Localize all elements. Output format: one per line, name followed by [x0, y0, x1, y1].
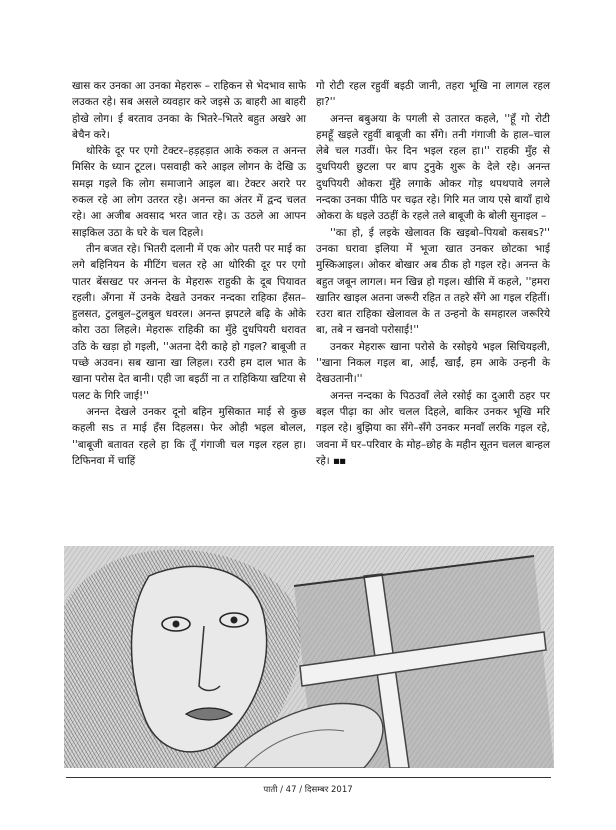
paragraph: उनकर मेहरारू खाना परोसे के रसोइये भइल सिचियइली, ''खाना निकल गइल बा, आईं, खाईं, हम आके उन्हनी के देखउतानी।'' [316, 340, 550, 386]
sketch-illustration [64, 546, 554, 768]
paragraph-text: अनन्त नन्दका के पिठउव‍ाँ लेले रसोई का दुआरी ठहर पर बइल पीढ़ा का ओर चलल दिहले, बाकिर उनकर भूखि मरि गइल रहे। बुझिया का सँगे–सँगे उनकर मनवाँ लरकि गइल रहे, जवना में घर–परिवार के मोह–छोह के महीन सूतन चलल बान्हल रहे। [316, 389, 550, 467]
paragraph: थोरिके दूर पर एगो टेक्टर–हड़हड़ात आके रुकल त अनन्त मिसिर के ध्यान टूटल। पसवाही करे आइल लोगन के देखि ऊ समझ गइले कि लोग समाजाने आइल बा। टेक्टर अरारे पर रुकल रहे आ लोग उतरत रहे। अनन्त का अंतर में द्वन्द चलत रहे। आ अजीब अवसाद भरत जात रहे। ऊ उठले आ आपन साइकिल उठा के घरे के चल दिहले। [72, 145, 306, 239]
paragraph: गो रोटी रहल रहुवीं बइठी जानी, तहरा भूखि ना लागल रहल हा?'' [316, 80, 550, 109]
woman-at-window-sketch [64, 546, 554, 768]
article-column-left [72, 78, 306, 469]
page-footer: पाती / 47 / दिसम्बर 2017 [263, 785, 353, 795]
paragraph [316, 388, 550, 469]
footer-divider [66, 777, 551, 778]
paragraph: ''का हो, ई लइके खेलावत कि खइबो–पियबो कसबs?'' उनका घरावा इलिया में भूजा खात उनकर छोटका भाई मुस्किआइल। ओकर बोखार अब ठीक हो गइल रहे। अनन्त के बहुत जबून लागल। मन खिन्न हो गइल। खीसि में कहले, ''हमरा खातिर खाइल अतना जरूरी रहित त तहरे सँगे आ गइल रहितीं। रउरा बात राहिका खेलावल के त उन्हनो के समहारल जरूरिये बा, तबे न खनवो परोसाई!'' [316, 226, 550, 337]
paragraph: अनन्त बबुअया के पगली से उतारत कहले, ''हूँ गो रोटी हमहूँ खइले रहुवीं बाबूजी का सँगे। तनी गंगाजी के हाल–चाल लेबे चल गउवीं। फेर दिन भइल रहल हा।'' राहकी मुँह से दुधपियरी छुटला पर बाप टुनुके शुरू के देले रहे। अनन्त दुधपियरी ओकरा मुँहे लगाके ओकर गोड़ थपथपावे लगले नन्दका उनका पीठि पर चढ़त रहे। गिरि मत जाय एसे बायाँ हाथे ओकरा के धइले उठहीं के रहले तले बाबूजी के बोली सुनाइल – [316, 112, 550, 223]
end-mark: ▪▪ [333, 454, 346, 467]
paragraph: तीन बजत रहे। भितरी दलानी में एक ओर पतरी पर माई का लगे बहिनियन के मीटिंग चलत रहे आ थोरिकी दूर पर एगो पातर बेंसखट पर अनन्त के मेहरारू राहुकी के दूब पियावत रहली। अँगना में उनके देखते उनकर नन्दका राहिका हँसत–हुलसत, टुलबुल–टुलबुल धवरल। अनन्त झपटले बढ़ि के ओके कोरा उठा लिहले। मेहरारू राहिकी का मुँहे दुधपियरी धरावत उठि के खड़ा हो गइली, ''अतना देरी काहे हो गइल? बाबूजी त पच्छे अउवन। सब खाना खा लिहल। रउरी हम दाल भात के खाना परोस देत बानी। एही जा बइठीं ना त राहिकिया खटिया से पलट के गिरि जाई!'' [72, 242, 306, 402]
paragraph: अनन्त देखले उनकर दूनो बहिन मुसिकात माई से कुछ कहली सs त माई हँस दिहलस। फेर ओही भइल बोलल, ''बाबूजी बतावत रहले हा कि तूँ गंगाजी चल गइल रहल हा। टिफिनवा में चाहिं [72, 405, 306, 467]
paragraph: खास कर उनका आ उनका मेहरारू – राहिकन से भेदभाव साफे लउकत रहे। सब असले व्यवहार करे जइसे ऊ बाहरी आ बाहरी होखे लोग। ई बरताव उनका के भितरे–भितरे बहुत अखरे आ बेचैन करे। [72, 80, 306, 141]
article-column-right [316, 78, 550, 469]
